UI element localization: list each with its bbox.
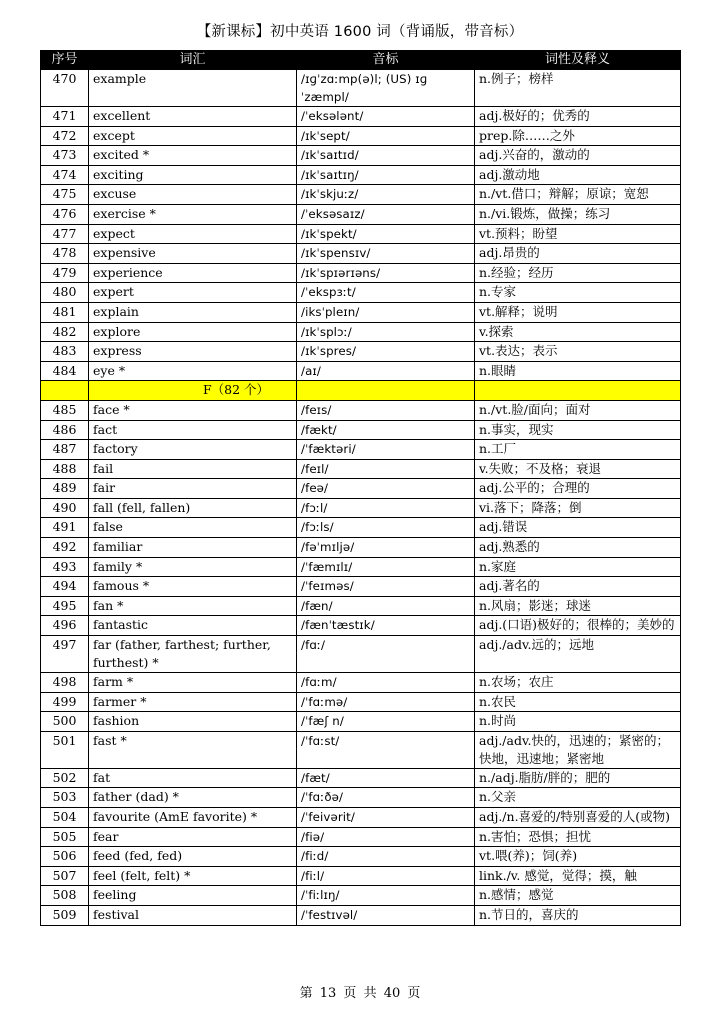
table-row (41, 185, 681, 205)
row-number: 503 (41, 788, 89, 808)
row-word: explain (89, 302, 297, 322)
row-definition: vt.预料；盼望 (475, 224, 681, 244)
row-phonetic: /ˈeksəsaɪz/ (297, 204, 475, 224)
row-phonetic: /ɪkˈsept/ (297, 126, 475, 146)
row-word: favourite (AmE favorite) * (89, 808, 297, 828)
table-row (41, 400, 681, 420)
section-label (89, 381, 297, 401)
row-phonetic: /fɔːl/ (297, 498, 475, 518)
row-word: fall (fell, fallen) (89, 498, 297, 518)
row-definition: vi.落下；降落；倒 (475, 498, 681, 518)
table-row (41, 577, 681, 597)
row-word: false (89, 518, 297, 538)
row-word: express (89, 342, 297, 362)
row-number: 505 (41, 827, 89, 847)
row-phonetic: /fiːl/ (297, 866, 475, 886)
table-row (41, 827, 681, 847)
row-word: farm * (89, 673, 297, 693)
row-word: festival (89, 905, 297, 925)
row-word: fear (89, 827, 297, 847)
table-row (41, 302, 681, 322)
row-number: 488 (41, 459, 89, 479)
row-definition: vt.喂(养)；饲(养) (475, 847, 681, 867)
row-word: face * (89, 400, 297, 420)
table-row (41, 283, 681, 303)
table-body-f-section (41, 400, 681, 925)
table-row (41, 204, 681, 224)
row-word: factory (89, 440, 297, 460)
row-definition: adj.兴奋的，激动的 (475, 146, 681, 166)
row-number: 509 (41, 905, 89, 925)
row-word: familiar (89, 538, 297, 558)
row-phonetic: /ɪkˈskjuːz/ (297, 185, 475, 205)
row-word: exercise * (89, 204, 297, 224)
row-phonetic: /ˈfɑːst/ (297, 731, 475, 768)
row-definition: n.农民 (475, 692, 681, 712)
row-phonetic: /ˈeksələnt/ (297, 107, 475, 127)
row-number: 480 (41, 283, 89, 303)
row-word: excellent (89, 107, 297, 127)
table-row (41, 420, 681, 440)
table-row (41, 731, 681, 768)
row-word: fail (89, 459, 297, 479)
row-phonetic: /ɪkˈsplɔː/ (297, 322, 475, 342)
row-phonetic: /iksˈpleɪn/ (297, 302, 475, 322)
row-definition: n./vt.借口；辩解；原谅；宽恕 (475, 185, 681, 205)
row-number: 473 (41, 146, 89, 166)
row-definition: n.专家 (475, 283, 681, 303)
row-definition: adj.极好的；优秀的 (475, 107, 681, 127)
table-row (41, 557, 681, 577)
row-phonetic: /ɪɡˈzɑːmp(ə)l; (US) ɪɡˈzæmpl/ (297, 70, 475, 107)
row-definition: adj.(口语)极好的；很棒的；美妙的 (475, 616, 681, 636)
row-word: excuse (89, 185, 297, 205)
table-header-row (41, 51, 681, 70)
table-row (41, 886, 681, 906)
row-definition: n.害怕；恐惧；担忧 (475, 827, 681, 847)
table-row (41, 866, 681, 886)
row-number: 486 (41, 420, 89, 440)
row-definition: prep.除……之外 (475, 126, 681, 146)
row-word: excited * (89, 146, 297, 166)
row-definition: adj.公平的；合理的 (475, 479, 681, 499)
row-word: fact (89, 420, 297, 440)
row-definition: v.失败；不及格；衰退 (475, 459, 681, 479)
table-row (41, 636, 681, 673)
table-row (41, 518, 681, 538)
row-definition: n.事实，现实 (475, 420, 681, 440)
row-phonetic: /fiːd/ (297, 847, 475, 867)
row-definition: adj.激动地 (475, 165, 681, 185)
row-definition: n.感情；感觉 (475, 886, 681, 906)
row-number: 496 (41, 616, 89, 636)
row-phonetic: /ˈfæktəri/ (297, 440, 475, 460)
row-number: 481 (41, 302, 89, 322)
section-row-f (41, 381, 681, 401)
row-number: 490 (41, 498, 89, 518)
row-number: 482 (41, 322, 89, 342)
page-title: 【新课标】初中英语 1600 词（背诵版，带音标） (196, 24, 524, 40)
section-number-cell (41, 381, 89, 401)
row-definition: n.农场；农庄 (475, 673, 681, 693)
row-number: 491 (41, 518, 89, 538)
row-word: father (dad) * (89, 788, 297, 808)
row-word: fantastic (89, 616, 297, 636)
column-header-word: 词汇 (89, 51, 297, 70)
row-number: 476 (41, 204, 89, 224)
row-definition: n./vi.锻炼，做操；练习 (475, 204, 681, 224)
table-row (41, 459, 681, 479)
section-label-text: F（82 个） (203, 382, 270, 398)
row-definition: adj./n.喜爱的/特别喜爱的人(或物) (475, 808, 681, 828)
row-definition: vt.解释；说明 (475, 302, 681, 322)
section-definition-cell (475, 381, 681, 401)
row-definition: n.眼睛 (475, 361, 681, 381)
page-footer: 第 13 页 共 40 页 (299, 986, 421, 1001)
column-header-phonetic: 音标 (297, 51, 475, 70)
row-definition: adj.熟悉的 (475, 538, 681, 558)
row-phonetic: /feɪl/ (297, 459, 475, 479)
row-phonetic: /fæn/ (297, 596, 475, 616)
row-phonetic: /ˈekspɜːt/ (297, 283, 475, 303)
row-phonetic: /ɪkˈsaɪtɪd/ (297, 146, 475, 166)
row-word: fat (89, 768, 297, 788)
row-number: 508 (41, 886, 89, 906)
row-word: far (father, farthest; further, furthest) * (89, 636, 297, 673)
row-definition: n.节日的，喜庆的 (475, 905, 681, 925)
row-number: 494 (41, 577, 89, 597)
table-row (41, 479, 681, 499)
row-number: 501 (41, 731, 89, 768)
row-phonetic: /fækt/ (297, 420, 475, 440)
column-header-definition: 词性及释义 (475, 51, 681, 70)
table-body-e-section (41, 70, 681, 381)
row-number: 507 (41, 866, 89, 886)
row-definition: v.探索 (475, 322, 681, 342)
row-word: feeling (89, 886, 297, 906)
row-word: except (89, 126, 297, 146)
row-number: 489 (41, 479, 89, 499)
row-word: fashion (89, 712, 297, 732)
row-definition: adj.昂贵的 (475, 244, 681, 264)
row-phonetic: /ˈfɑːðə/ (297, 788, 475, 808)
row-word: example (89, 70, 297, 107)
row-definition: adj.错误 (475, 518, 681, 538)
row-definition: vt.表达；表示 (475, 342, 681, 362)
row-definition: adj./adv.快的，迅速的；紧密的；快地，迅速地；紧密地 (475, 731, 681, 768)
table-row (41, 905, 681, 925)
table-row (41, 596, 681, 616)
table-row (41, 361, 681, 381)
table-row (41, 673, 681, 693)
row-definition: n.时尚 (475, 712, 681, 732)
table-row (41, 538, 681, 558)
row-number: 485 (41, 400, 89, 420)
row-phonetic: /ˈfæmɪlɪ/ (297, 557, 475, 577)
row-number: 484 (41, 361, 89, 381)
row-phonetic: /fɑːm/ (297, 673, 475, 693)
table-row (41, 788, 681, 808)
row-phonetic: /ˈfeivərit/ (297, 808, 475, 828)
row-number: 504 (41, 808, 89, 828)
table-row (41, 126, 681, 146)
row-definition: n.工厂 (475, 440, 681, 460)
table-row (41, 70, 681, 107)
row-number: 492 (41, 538, 89, 558)
row-number: 475 (41, 185, 89, 205)
row-word: experience (89, 263, 297, 283)
table-row (41, 107, 681, 127)
row-phonetic: /fænˈtæstɪk/ (297, 616, 475, 636)
row-phonetic: /fiə/ (297, 827, 475, 847)
row-word: expect (89, 224, 297, 244)
row-number: 472 (41, 126, 89, 146)
row-phonetic: /ˈfiːlɪŋ/ (297, 886, 475, 906)
row-definition: n./adj.脂肪/胖的；肥的 (475, 768, 681, 788)
row-phonetic: /fəˈmɪljə/ (297, 538, 475, 558)
row-number: 499 (41, 692, 89, 712)
row-phonetic: /ɪkˈsaɪtɪŋ/ (297, 165, 475, 185)
row-definition: n.家庭 (475, 557, 681, 577)
row-number: 500 (41, 712, 89, 732)
table-row (41, 847, 681, 867)
table-row (41, 263, 681, 283)
row-word: expensive (89, 244, 297, 264)
row-number: 506 (41, 847, 89, 867)
row-phonetic: /ˈfeɪməs/ (297, 577, 475, 597)
row-phonetic: /ɪkˈspekt/ (297, 224, 475, 244)
table-row (41, 498, 681, 518)
row-word: fair (89, 479, 297, 499)
row-word: explore (89, 322, 297, 342)
table-row (41, 244, 681, 264)
table-row (41, 224, 681, 244)
row-number: 502 (41, 768, 89, 788)
row-phonetic: /ˈfɑːmə/ (297, 692, 475, 712)
row-definition: n.父亲 (475, 788, 681, 808)
row-phonetic: /ɪkˈspɪərɪəns/ (297, 263, 475, 283)
row-number: 495 (41, 596, 89, 616)
row-word: feed (fed, fed) (89, 847, 297, 867)
row-word: family * (89, 557, 297, 577)
vocabulary-table (40, 50, 681, 926)
table-row (41, 440, 681, 460)
row-phonetic: /aɪ/ (297, 361, 475, 381)
row-number: 478 (41, 244, 89, 264)
row-phonetic: /fæt/ (297, 768, 475, 788)
row-number: 483 (41, 342, 89, 362)
row-definition: link./v. 感觉，觉得；摸，触 (475, 866, 681, 886)
table-row (41, 146, 681, 166)
row-definition: adj./adv.远的；远地 (475, 636, 681, 673)
section-phonetic-cell (297, 381, 475, 401)
column-header-number: 序号 (41, 51, 89, 70)
row-definition: adj.著名的 (475, 577, 681, 597)
section-divider (41, 381, 681, 401)
row-number: 474 (41, 165, 89, 185)
row-phonetic: /ˈfestɪvəl/ (297, 905, 475, 925)
row-number: 487 (41, 440, 89, 460)
table-row (41, 165, 681, 185)
row-phonetic: /fɑː/ (297, 636, 475, 673)
table-row (41, 692, 681, 712)
row-number: 493 (41, 557, 89, 577)
row-number: 497 (41, 636, 89, 673)
row-phonetic: /feə/ (297, 479, 475, 499)
table-row (41, 808, 681, 828)
row-definition: n./vt.脸/面向；面对 (475, 400, 681, 420)
row-word: eye * (89, 361, 297, 381)
table-row (41, 342, 681, 362)
row-word: exciting (89, 165, 297, 185)
table-row (41, 712, 681, 732)
row-phonetic: /ˈfæʃ n/ (297, 712, 475, 732)
table-row (41, 322, 681, 342)
table-row (41, 768, 681, 788)
row-word: feel (felt, felt) * (89, 866, 297, 886)
row-definition: n.经验；经历 (475, 263, 681, 283)
row-word: farmer * (89, 692, 297, 712)
row-number: 470 (41, 70, 89, 107)
row-phonetic: /ɪkˈspensɪv/ (297, 244, 475, 264)
table-row (41, 616, 681, 636)
row-phonetic: /ɪkˈspres/ (297, 342, 475, 362)
row-number: 479 (41, 263, 89, 283)
row-number: 477 (41, 224, 89, 244)
row-number: 471 (41, 107, 89, 127)
row-word: fast * (89, 731, 297, 768)
row-definition: n.例子；榜样 (475, 70, 681, 107)
row-word: expert (89, 283, 297, 303)
row-phonetic: /feɪs/ (297, 400, 475, 420)
row-word: fan * (89, 596, 297, 616)
row-word: famous * (89, 577, 297, 597)
row-number: 498 (41, 673, 89, 693)
row-phonetic: /fɔːls/ (297, 518, 475, 538)
row-definition: n.风扇；影迷；球迷 (475, 596, 681, 616)
